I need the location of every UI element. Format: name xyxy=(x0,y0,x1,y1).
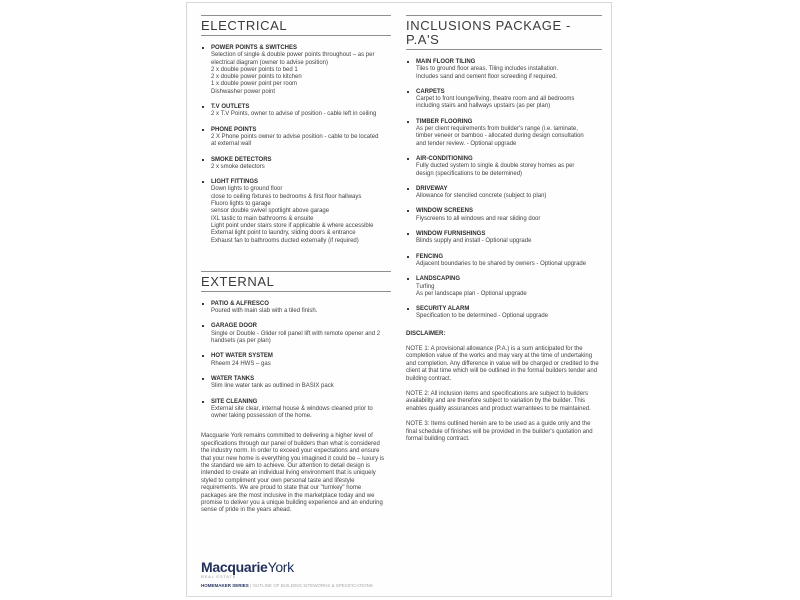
spec-item-line: handsets (as per plan) xyxy=(211,338,271,345)
spec-item-title: AIR-CONDITIONING xyxy=(416,155,473,162)
spec-item-content xyxy=(211,45,391,96)
disclaimer-note-2: NOTE 2: All inclusion items and specifications are subject to builders availability and are therefore subject to variation by the builder. This enables quality assurances and product warrantees to be maintained. xyxy=(406,391,591,412)
logo-text-primary: Macquarie xyxy=(201,559,268,575)
spec-item xyxy=(201,45,391,96)
spec-item-title: PATIO & ALFRESCO xyxy=(211,300,269,307)
bullet-icon xyxy=(406,59,416,81)
spec-item xyxy=(406,208,602,223)
disclaimer-title: DISCLAIMER: xyxy=(406,330,446,337)
spec-item-line: Fluoro lights to garage xyxy=(211,201,271,208)
spec-item-line: and tender review. - Optional upgrade xyxy=(416,140,517,147)
spec-item-title: DRIVEWAY xyxy=(416,185,448,192)
bullet-icon xyxy=(406,306,416,321)
bullet-icon xyxy=(201,353,211,368)
spec-item-line: Specification to be determined - Optional upgrade xyxy=(416,313,549,320)
spec-item xyxy=(201,157,391,172)
spec-item xyxy=(406,89,602,111)
spec-item-title: PHONE POINTS xyxy=(211,126,257,133)
spec-item xyxy=(406,59,602,81)
spec-item-content xyxy=(416,156,602,178)
spec-item-line: Blinds supply and install - Optional upgrade xyxy=(416,238,532,245)
section-external xyxy=(201,271,391,421)
spec-item-line: Light point under stairs store if applicable & where accessible xyxy=(211,222,374,229)
spec-item-line: design (specifications to be determined) xyxy=(416,170,523,177)
company-logo xyxy=(201,560,373,574)
bullet-icon xyxy=(201,323,211,345)
spec-item xyxy=(201,301,391,316)
inclusions-section-title: INCLUSIONS PACKAGE - P.A'S xyxy=(406,18,571,47)
bullet-icon xyxy=(406,231,416,246)
spec-item-line: Includes sand and cement floor screeding if required. xyxy=(416,73,558,80)
spec-item-content xyxy=(211,399,391,421)
bullet-icon xyxy=(406,276,416,298)
bullet-icon xyxy=(406,186,416,201)
spec-item xyxy=(406,231,602,246)
bullet-icon xyxy=(201,376,211,391)
section-inclusions xyxy=(406,15,602,321)
spec-item-line: External light point to laundry, sliding doors & entrance xyxy=(211,230,356,237)
spec-item xyxy=(406,276,602,298)
spec-item xyxy=(201,179,391,245)
spec-item xyxy=(406,186,602,201)
header-rule-top xyxy=(201,271,391,272)
spec-item-line: Dishwasher power point xyxy=(211,88,276,95)
spec-item-title: SMOKE DETECTORS xyxy=(211,156,272,163)
series-line xyxy=(201,583,373,589)
spec-item-line: 2 x smoke detectors xyxy=(211,163,265,170)
spec-item-title: MAIN FLOOR TILING xyxy=(416,59,476,65)
spec-item xyxy=(406,119,602,148)
bullet-icon xyxy=(201,104,211,119)
spec-item-content xyxy=(211,104,391,119)
bullet-icon xyxy=(406,208,416,223)
spec-item-line: Fully ducted system to single & double storey homes as per xyxy=(416,163,575,170)
spec-item-line: IXL tastic to main bathrooms & ensuite xyxy=(211,215,314,222)
spec-item-line: As per client requirements from builder's range (i.e. laminate, xyxy=(416,126,578,133)
spec-item-line: External site clear, internal house & windows cleaned prior to xyxy=(211,405,373,412)
spec-item-title: POWER POINTS & SWITCHES xyxy=(211,45,298,51)
spec-item xyxy=(201,323,391,345)
spec-item xyxy=(201,127,391,149)
bullet-icon xyxy=(406,119,416,148)
spec-item-content xyxy=(211,127,391,149)
logo-text-secondary: York xyxy=(267,559,294,575)
spec-item-title: T.V OUTLETS xyxy=(211,104,250,111)
bullet-icon xyxy=(201,157,211,172)
spec-item-line: close to ceiling fixtures to bedrooms & first floor hallways xyxy=(211,193,362,200)
spec-item-content xyxy=(416,254,602,269)
spec-item-line: 1 x double power point per room xyxy=(211,81,298,88)
spec-item xyxy=(201,376,391,391)
disclaimer-note-3: NOTE 3: Items outlined herein are to be used as a guide only and the final schedule of finishes will be provided in the builder's quotation and formal building contract. xyxy=(406,421,593,443)
disclaimer-note-1: NOTE 1: A provisional allowance (P.A.) is a sum anticipated for the completion value of the works and may vary at the time of undertaking and completion. Any difference in value will be charged or credited to the client at that time which will be outlined in the formal builders tender and building contract. xyxy=(406,346,599,382)
section-electrical xyxy=(201,15,391,245)
header-rule-top xyxy=(406,15,602,16)
spec-item-line: including stairs and hallways upstairs (as per plan) xyxy=(416,103,551,110)
spec-item-title: SECURITY ALARM xyxy=(416,306,470,313)
bullet-icon xyxy=(406,156,416,178)
spec-item-content xyxy=(416,59,602,81)
spec-item-line: 2 x double power points to kitchen xyxy=(211,74,302,81)
header-rule-bottom xyxy=(201,291,391,292)
logo-subtitle: REAL ESTATE xyxy=(201,574,237,579)
spec-item-line: Down lights to ground floor xyxy=(211,186,283,193)
bullet-icon xyxy=(201,301,211,316)
spec-item-content xyxy=(211,353,391,368)
spec-item-line: at external wall xyxy=(211,141,252,148)
bullet-icon xyxy=(201,399,211,421)
disclaimer-block xyxy=(406,331,602,444)
spec-item-title: TIMBER FLOORING xyxy=(416,118,473,125)
spec-item-line: Flyscreens to all windows and rear sliding door xyxy=(416,215,541,222)
company-statement: Macquarie York remains committed to delivering a higher level of specifications through our panel of builders than what is considered the industry norm. In order to exceed your expectations and ensure that your new home is everything you imagined it could be – luxury is the standard we aim to achieve. Our attention to detail design is intended to create an individual living environment that is uniquely styled to compliment your own personal taste and lifestyle requirements. We are proud to state that our "turnkey" home packages are the most inclusive in the marketplace today and we promise to deliver you a unique building experience and an enduring sense of pride in the years ahead. xyxy=(201,433,385,514)
spec-item-content xyxy=(416,89,602,111)
left-column xyxy=(201,15,391,515)
spec-item-line: 2 x T.V Points, owner to advise of position - cable left in ceiling xyxy=(211,111,377,118)
electrical-items xyxy=(201,45,391,245)
spec-item-content xyxy=(416,119,602,148)
spec-item-line: timber veneer or bamboo - allocated during design consultation xyxy=(416,133,584,140)
spec-item-title: LIGHT FITTINGS xyxy=(211,179,258,186)
spec-item-title: WINDOW FURNISHINGS xyxy=(416,231,486,238)
spec-item-line: sensor double swivel spotlight above garage xyxy=(211,208,330,215)
spec-item-line: Single or Double - Glider roll panel lift with remote opener and 2 xyxy=(211,330,381,337)
bullet-icon xyxy=(406,254,416,269)
electrical-section-title: ELECTRICAL xyxy=(201,18,288,33)
header-rule-top xyxy=(201,15,391,16)
spec-item-title: GARAGE DOOR xyxy=(211,323,258,330)
spec-item-content xyxy=(416,231,602,246)
spec-item-line: Slim line water tank as outlined in BASIX pack xyxy=(211,383,334,390)
spec-item-line: Allowance for stenciled concrete (subject to plan) xyxy=(416,193,547,200)
header-rule-bottom xyxy=(406,49,602,50)
bullet-icon xyxy=(201,127,211,149)
series-description: | OUTLINE OF BUILDING SITEWORKS & SPECIFICATIONS xyxy=(250,583,373,588)
spec-item-line: Tiles to ground floor areas. Tiling includes installation. xyxy=(416,66,559,73)
bullet-icon xyxy=(406,89,416,111)
spec-item-title: WINDOW SCREENS xyxy=(416,208,473,215)
inclusions-items xyxy=(406,59,602,321)
external-section-title: EXTERNAL xyxy=(201,273,275,289)
spec-item-line: Adjacent boundaries to be shared by owners - Optional upgrade xyxy=(416,260,587,267)
spec-item-line: owner taking possession of the home. xyxy=(211,413,312,420)
right-column xyxy=(406,15,602,443)
series-label: HOMEMAKER SERIES xyxy=(201,583,249,588)
spec-item-line: Exhaust fan to bathrooms ducted externally (if required) xyxy=(211,237,359,244)
spec-item xyxy=(201,399,391,421)
spec-item-title: FENCING xyxy=(416,253,443,260)
spec-item-line: Carpet to front lounge/living, theatre room and all bedrooms xyxy=(416,96,575,103)
external-items xyxy=(201,301,391,421)
spec-item-line: 2 x double power points to bed 1 xyxy=(211,66,298,73)
spec-item-line: Poured with main slab with a tiled finish. xyxy=(211,308,318,315)
footer-logo-block xyxy=(201,560,373,589)
spec-item-line: electrical diagram (owner to advise position) xyxy=(211,59,329,66)
spec-item-content xyxy=(211,323,391,345)
spec-item xyxy=(406,254,602,269)
spec-item xyxy=(406,156,602,178)
spec-item-line: As per landscape plan - Optional upgrade xyxy=(416,290,527,297)
spec-item-title: HOT WATER SYSTEM xyxy=(211,353,273,360)
spec-item-content xyxy=(211,376,391,391)
spec-item xyxy=(201,353,391,368)
header-rule-bottom xyxy=(201,35,391,36)
spec-item-line: Rheem 24 HWS – gas xyxy=(211,360,271,367)
spec-item-line: Selection of single & double power points throughout – as per xyxy=(211,52,375,59)
bullet-icon xyxy=(201,45,211,96)
spec-item-content xyxy=(416,276,602,298)
spec-item-line: 2 X Phone points owner to advise position - cable to be located xyxy=(211,133,379,140)
spec-item-content xyxy=(416,306,602,321)
spec-item-title: CARPETS xyxy=(416,88,445,95)
spec-item xyxy=(201,104,391,119)
spec-item-content xyxy=(211,179,391,245)
spec-item-content xyxy=(416,186,602,201)
spec-item-content xyxy=(416,208,602,223)
spec-item-title: WATER TANKS xyxy=(211,375,255,382)
spec-item-title: SITE CLEANING xyxy=(211,398,258,405)
spec-item-title: LANDSCAPING xyxy=(416,276,461,283)
bullet-icon xyxy=(201,179,211,245)
spec-item-line: Turfing xyxy=(416,283,435,290)
document-paper xyxy=(186,2,612,597)
spec-item xyxy=(406,306,602,321)
spec-item-content xyxy=(211,301,391,316)
spec-item-content xyxy=(211,157,391,172)
